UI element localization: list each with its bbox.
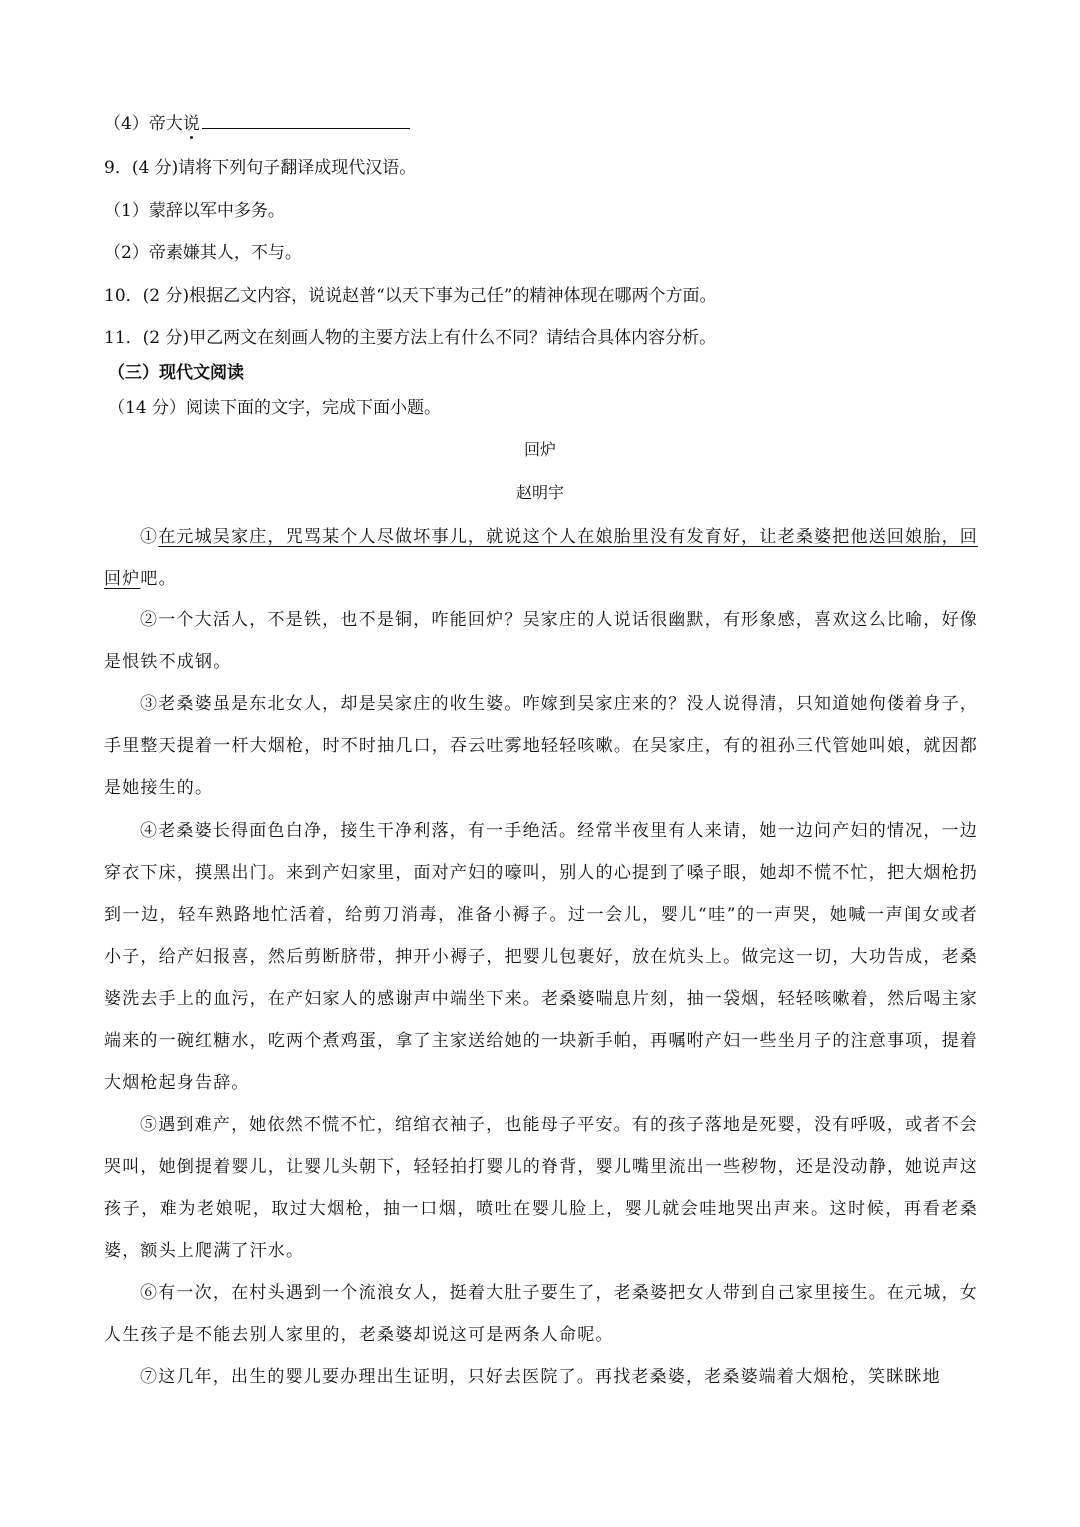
question-9-2: （2）帝素嫌其人，不与。 (104, 243, 302, 263)
article-title: 回炉 (523, 440, 556, 459)
paragraph-3: ③老桑婆虽是东北女人，却是吴家庄的收生婆。咋嫁到吴家庄来的？没人说得清，只知道她佝偻着身子，手里整天提着一杆大烟枪，时不时抽几口，吞云吐雾地轻轻咳嗽。在吴家庄，有的祖孙三代管她叫娘，就因都是她接生的。 (104, 694, 978, 798)
paragraph-1-number: ① (140, 527, 159, 547)
question-8-4-text: 帝大 (148, 114, 183, 134)
question-8-4-number: （4） (104, 114, 149, 134)
paragraph-5: ⑤遇到难产，她依然不慌不忙，绾绾衣袖子，也能母子平安。有的孩子落地是死婴，没有呼吸，或者不会哭叫，她倒提着婴儿，让婴儿头朝下，轻轻拍打婴儿的脊背，婴儿嘴里流出一些秽物，还是没动静，她说声这孩子，难为老娘呢，取过大烟枪，抽一口烟，喷吐在婴儿脸上，婴儿就会哇地哭出声来。这时候，再看老桑婆，额头上爬满了汗水。 (104, 1115, 978, 1261)
answer-blank[interactable] (202, 110, 410, 129)
section-heading: （三）现代文阅读 (108, 363, 244, 383)
question-11: 11．(2 分)甲乙两文在刻画人物的主要方法上有什么不同？请结合具体内容分析。 (104, 328, 717, 348)
question-9-1: （1）蒙辞以军中多务。 (104, 201, 285, 221)
question-8-4 (104, 110, 984, 136)
question-8-4-dotted-char: 说 (182, 114, 200, 134)
paragraph-1-rest: 吧。 (140, 569, 177, 589)
paragraph-7: ⑦这几年，出生的婴儿要办理出生证明，只好去医院了。再找老桑婆，老桑婆端着大烟枪，笑眯眯地 (140, 1367, 941, 1387)
paragraph-1 (104, 516, 978, 600)
paragraph-6: ⑥有一次，在村头遇到一个流浪女人，挺着大肚子要生了，老桑婆把女人带到自己家里接生。在元城，女人生孩子是不能去别人家里的，老桑婆却说这可是两条人命呢。 (104, 1283, 978, 1345)
article-author: 赵明宇 (515, 483, 564, 502)
section-intro: （14 分）阅读下面的文字，完成下面小题。 (108, 398, 442, 418)
question-9: 9．(4 分)请将下列句子翻译成现代汉语。 (104, 158, 417, 178)
question-10: 10．(2 分)根据乙文内容，说说赵普“以天下事为己任”的精神体现在哪两个方面。 (104, 286, 717, 306)
paragraph-2: ②一个大活人，不是铁，也不是铜，咋能回炉？吴家庄的人说话很幽默，有形象感，喜欢这么比喻，好像是恨铁不成钢。 (104, 610, 978, 672)
paragraph-4: ④老桑婆长得面色白净，接生干净利落，有一手绝活。经常半夜里有人来请，她一边问产妇的情况，一边穿衣下床，摸黑出门。来到产妇家里，面对产妇的嚎叫，别人的心提到了嗓子眼，她却不慌不忙，把大烟枪扔到一边，轻车熟路地忙活着，给剪刀消毒，准备小褥子。过一会儿，婴儿“哇”的一声哭，她喊一声闺女或者小子，给产妇报喜，然后剪断脐带，抻开小褥子，把婴儿包裹好，放在炕头上。做完这一切，大功告成，老桑婆洗去手上的血污，在产妇家人的感谢声中端坐下来。老桑婆喘息片刻，抽一袋烟，轻轻咳嗽着，然后喝主家端来的一碗红糖水，吃两个煮鸡蛋，拿了主家送给她的一块新手帕，再嘱咐产妇一些坐月子的注意事项，提着大烟枪起身告辞。 (104, 821, 978, 1093)
paragraph-1-underlined: 在元城吴家庄，咒骂某个人尽做坏事儿，就说这个人在娘胎里没有发育好，让老桑婆把他送回娘胎，回回炉 (104, 527, 978, 589)
